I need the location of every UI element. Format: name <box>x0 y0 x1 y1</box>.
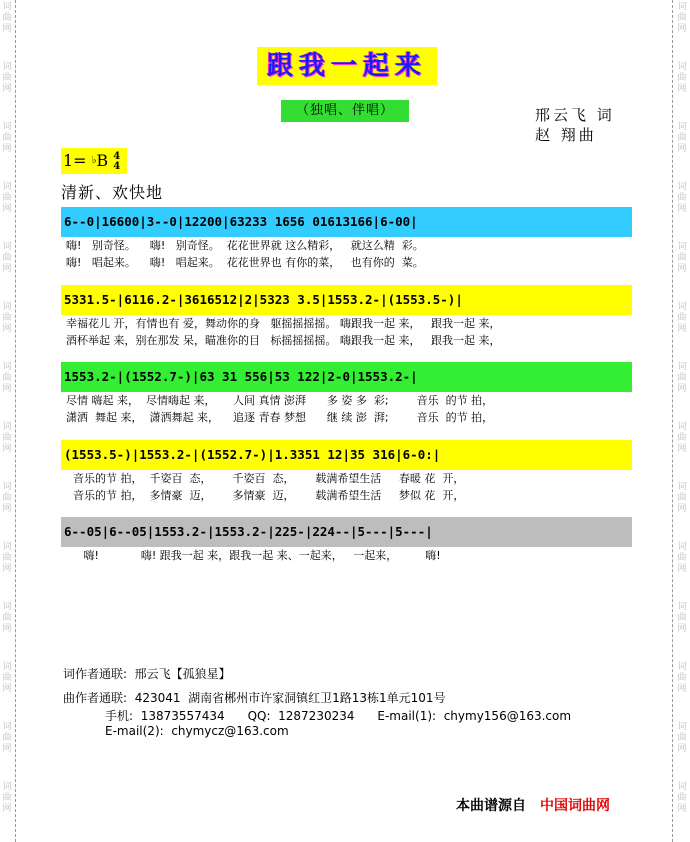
watermark-text: 词 曲 网 <box>677 2 687 34</box>
watermark-text: 词 曲 网 <box>2 302 12 334</box>
watermark-text: 词 曲 网 <box>677 542 687 574</box>
watermark-text: 词 曲 网 <box>2 242 12 274</box>
score-row-1 <box>61 207 632 271</box>
watermark-text: 词 曲 网 <box>2 782 12 814</box>
composer-address: 423041 湖南省郴州市许家洞镇红卫1路13栋1单元101号 <box>134 691 446 705</box>
tempo-marking: 清新、欢快地 <box>61 183 164 202</box>
right-margin <box>672 0 688 842</box>
watermark-text: 词 曲 网 <box>677 182 687 214</box>
source-site-link[interactable]: 中国词曲网 <box>540 798 610 814</box>
email2-label: E-mail(2): <box>105 724 164 738</box>
song-title: 跟我一起来 <box>257 47 437 85</box>
watermark-text: 词 曲 网 <box>2 2 12 34</box>
lyric-line: 幸福花儿 开，有情也有 爱，舞动你的身 躯摇摇摇摇。 嗨跟我一起 来， 跟我一起 来， <box>66 317 501 330</box>
score-row-2 <box>61 285 632 349</box>
watermark-text: 词 曲 网 <box>2 122 12 154</box>
lyric-line: 音乐的节 拍， 多情豪 迈， 多情豪 迈， 载满希望生活 梦似 花 开， <box>66 489 465 502</box>
email1-label: E-mail(1): <box>377 709 437 723</box>
lyricist-contact: 词作者通联: 邢云飞【孤狼星】 <box>63 667 231 681</box>
watermark-text: 词 曲 网 <box>2 362 12 394</box>
phone-number: 13873557434 <box>140 709 225 723</box>
source-label: 本曲谱源自 <box>456 798 526 814</box>
watermark-text: 词 曲 网 <box>677 662 687 694</box>
lyric-line: 音乐的节 拍， 千姿百 态， 千姿百 态， 载满希望生活 春暖 花 开， <box>66 472 465 485</box>
watermark-text: 词 曲 网 <box>677 62 687 94</box>
watermark-text: 词 曲 网 <box>677 302 687 334</box>
source-credit <box>456 795 610 815</box>
lyric-line: 嗨! 唱起来。 嗨! 唱起来。 花花世界也 有你的菜， 也有你的 菜。 <box>66 256 424 269</box>
watermark-text: 词 曲 网 <box>2 62 12 94</box>
watermark-text: 词 曲 网 <box>677 482 687 514</box>
email2-address[interactable]: chymycz@163.com <box>171 724 289 738</box>
watermark-text: 词 曲 网 <box>677 362 687 394</box>
watermark-text: 词 曲 网 <box>2 182 12 214</box>
watermark-text: 词 曲 网 <box>677 422 687 454</box>
time-top: 4 <box>113 150 121 162</box>
left-margin-line <box>15 0 16 842</box>
composer-credit: 赵 翔曲 <box>535 126 597 144</box>
key-prefix: 1= <box>63 151 87 170</box>
lyric-line: 嗨! 嗨! 跟我一起 来，跟我一起 来、一起来， 一起来， 嗨! <box>66 549 441 562</box>
watermark-text: 词 曲 网 <box>2 482 12 514</box>
song-subtitle: （独唱、伴唱） <box>281 100 409 122</box>
contact-email-row <box>105 724 289 738</box>
time-bottom: 4 <box>113 160 121 172</box>
contact-phone-row <box>105 707 571 724</box>
watermark-text: 词 曲 网 <box>677 602 687 634</box>
watermark-text: 词 曲 网 <box>2 662 12 694</box>
watermark-text: 词 曲 网 <box>677 122 687 154</box>
lyric-line: 嗨! 别奇怪。 嗨! 别奇怪。 花花世界就 这么精彩， 就这么精 彩。 <box>66 239 424 252</box>
notation-line: 6--0|16600|3--0|12200|63233 1656 01613166|6-00| <box>61 207 632 237</box>
left-margin <box>0 0 16 842</box>
lyricist-credit: 邢云飞 词 <box>535 106 615 124</box>
watermark-text: 词 曲 网 <box>2 722 12 754</box>
lyric-line: 尽情 嗨起 来， 尽情嗨起 来， 人间 真情 澎湃 多 姿 多 彩; 音乐 的节 拍， <box>66 394 494 407</box>
lyric-line: 酒杯举起 来，别在那发 呆，瞄准你的目 标摇摇摇摇。 嗨跟我一起 来， 跟我一起 来， <box>66 334 501 347</box>
notation-line: 5331.5-|6116.2-|3616512|2|5323 3.5|1553.2-|(1553.5-)| <box>61 285 632 315</box>
score-row-5 <box>61 517 632 564</box>
qq-number: 1287230234 <box>278 709 355 723</box>
phone-label: 手机: <box>105 709 134 723</box>
email1-address[interactable]: chymy156@163.com <box>443 709 572 723</box>
score-row-3 <box>61 362 632 426</box>
time-signature <box>113 152 120 172</box>
watermark-text: 词 曲 网 <box>2 542 12 574</box>
qq-label: QQ: <box>247 709 271 723</box>
composer-contact <box>63 689 446 706</box>
key-signature <box>61 148 127 174</box>
right-margin-line <box>672 0 673 842</box>
key-note: B <box>96 151 109 170</box>
notation-line: 1553.2-|(1552.7-)|63 31 556|53 122|2-0|1553.2-| <box>61 362 632 392</box>
watermark-text: 词 曲 网 <box>2 602 12 634</box>
composer-contact-label: 曲作者通联: <box>63 691 128 705</box>
notation-line: (1553.5-)|1553.2-|(1552.7-)|1.3351 12|35 316|6-0:| <box>61 440 632 470</box>
watermark-text: 词 曲 网 <box>677 242 687 274</box>
notation-line: 6--05|6--05|1553.2-|1553.2-|225-|224--|5---|5---| <box>61 517 632 547</box>
watermark-text: 词 曲 网 <box>677 722 687 754</box>
flat-symbol: ♭ <box>91 155 97 166</box>
watermark-text: 词 曲 网 <box>2 422 12 454</box>
watermark-text: 词 曲 网 <box>677 782 687 814</box>
score-row-4 <box>61 440 632 504</box>
lyric-line: 潇洒 舞起 来， 潇洒舞起 来， 追逐 青春 梦想 继 续 澎 湃; 音乐 的节 拍， <box>66 411 494 424</box>
